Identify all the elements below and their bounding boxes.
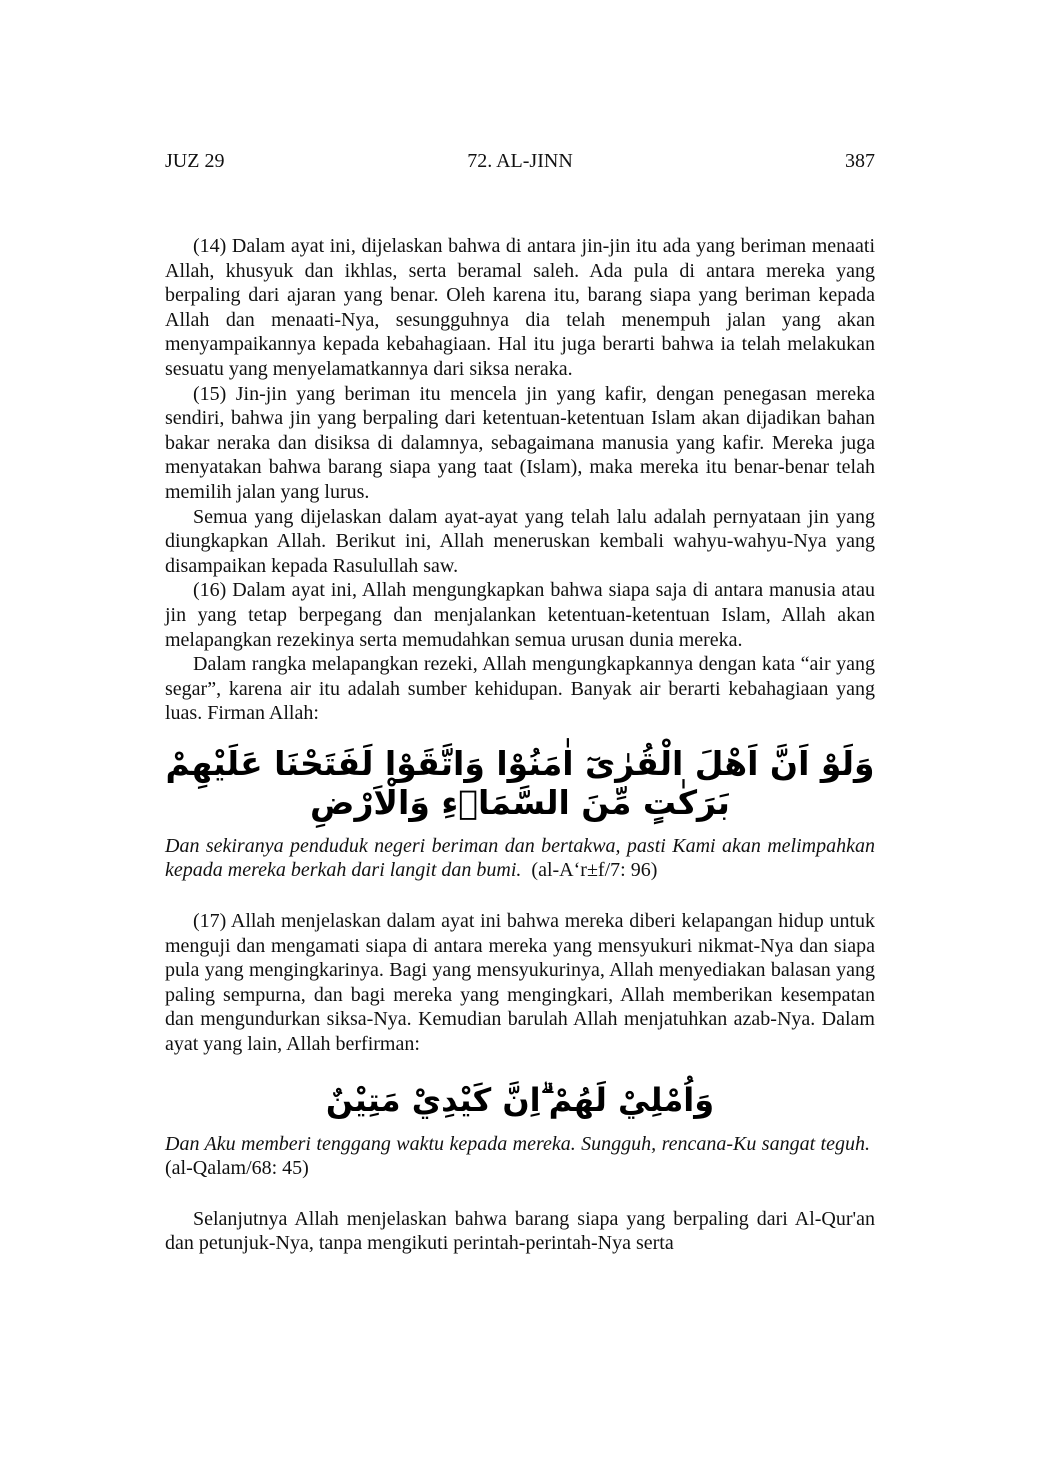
- paragraph-16: (16) Dalam ayat ini, Allah mengungkapkan bahwa siapa saja di antara manusia atau jin yang tetap berpegang dan menjalankan ketentuan-ketentuan Islam, Allah akan melapangkan rezekinya serta memudahkan semua urusan dunia mereka.: [165, 579, 875, 651]
- juz-label: JUZ 29: [165, 150, 225, 172]
- verse-reference: (al-A‘r±f/7: 96): [531, 859, 658, 882]
- paragraph-semua: Semua yang dijelaskan dalam ayat-ayat yang telah lalu adalah pernyataan jin yang diungkapkan Allah. Berikut ini, Allah meneruskan kembali wahyu-wahyu-Nya yang disampaikan kepada Rasulullah saw.: [165, 505, 875, 577]
- verse-reference: (al-Qalam/68: 45): [165, 1157, 309, 1180]
- arabic-verse-araf: وَلَوْ اَنَّ اَهْلَ الْقُرٰىٓ اٰمَنُوْا وَاتَّقَوْا لَفَتَحْنَا عَلَيْهِمْ بَرَكٰتٍ مِّنَ السَّمَاۤءِ وَالْاَرْضِ: [165, 743, 875, 822]
- paragraph-rangka: Dalam rangka melapangkan rezeki, Allah mengungkapkannya dengan kata “air yang segar”, karena air itu adalah sumber kehidupan. Banyak air berarti kebahagiaan yang luas. Firman Allah:: [165, 653, 875, 725]
- paragraph-14: (14) Dalam ayat ini, dijelaskan bahwa di antara jin-jin itu ada yang beriman menaati Allah, khusyuk dan ikhlas, serta beramal saleh. Ada pula di antara mereka yang berpaling dari ajaran yang benar. Oleh karena itu, barang siapa yang beriman kepada Allah dan menaati-Nya, sesungguhnya dia telah menempuh jalan yang akan menyampaikannya kepada kebahagiaan. Hal itu juga berarti bahwa ia telah melakukan sesuatu yang menyelamatkannya dari siksa neraka.: [165, 235, 875, 380]
- paragraph-selanjutnya: Selanjutnya Allah menjelaskan bahwa barang siapa yang berpaling dari Al-Qur'an dan petunjuk-Nya, tanpa mengikuti perintah-perintah-Nya serta: [165, 1207, 875, 1255]
- verse-translation-araf: [165, 834, 875, 883]
- page-number: 387: [845, 150, 875, 172]
- running-header: [165, 150, 875, 173]
- paragraph-15: (15) Jin-jin yang beriman itu mencela jin yang kafir, dengan penegasan mereka sendiri, bahwa jin yang berpaling dari ketentuan-ketentuan Islam akan dijadikan bahan bakar neraka dan disiksa di dalamnya, sebagaimana manusia yang kafir. Mereka juga menyatakan bahwa barang siapa yang taat (Islam), maka mereka itu benar-benar telah memilih jalan yang lurus.: [165, 382, 875, 503]
- page-body: [165, 234, 875, 1256]
- translation-text: Dan Aku memberi tenggang waktu kepada mereka. Sungguh, rencana-Ku sangat teguh.: [165, 1132, 870, 1155]
- paragraph-17: (17) Allah menjelaskan dalam ayat ini bahwa mereka diberi kelapangan hidup untuk menguji dan mengamati siapa di antara mereka yang mensyukuri nikmat-Nya dan siapa pula yang mengingkarinya. Bagi yang mensyukurinya, Allah menyediakan balasan yang paling sempurna, dan bagi mereka yang mengingkari, Allah memberikan kesempatan dan mengundurkan siksa-Nya. Kemudian barulah Allah menjatuhkan azab-Nya. Dalam ayat yang lain, Allah berfirman:: [165, 910, 875, 1056]
- surah-title: 72. AL-JINN: [467, 150, 573, 172]
- translation-text: Dan sekiranya penduduk negeri beriman dan bertakwa, pasti Kami akan melimpahkan kepada mereka berkah dari langit dan bumi.: [165, 834, 875, 882]
- verse-translation-qalam: [165, 1132, 875, 1181]
- arabic-verse-qalam: وَاُمْلِيْ لَهُمْ ۗاِنَّ كَيْدِيْ مَتِيْنٌ: [325, 1080, 715, 1119]
